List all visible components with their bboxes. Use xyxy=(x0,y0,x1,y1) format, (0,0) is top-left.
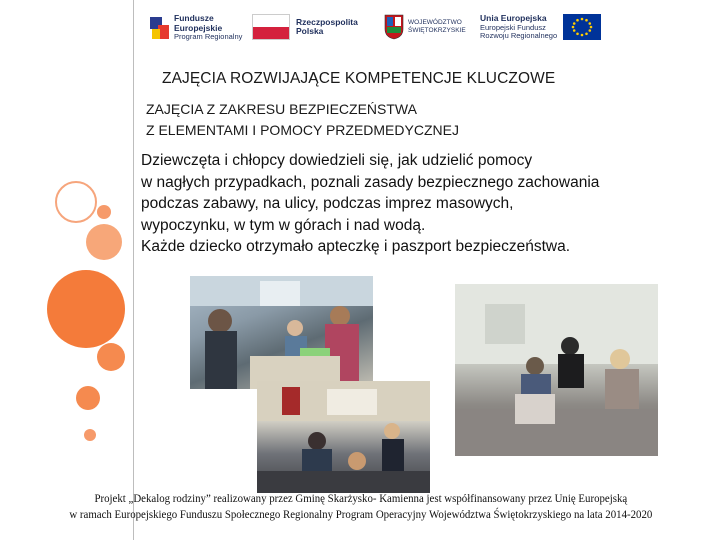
body-line2: w nagłych przypadkach, poznali zasady bezpiecznego zachowania xyxy=(141,173,600,191)
footer-line2: w ramach Europejskiego Funduszu Społecznego Regionalny Program Operacyjny Województwa Świętokrzyskiego na lata 2014-2020 xyxy=(69,509,653,521)
body-line4: wypoczynku, w tym w górach i nad wodą. xyxy=(141,216,426,234)
logo-fundusze-europejskie xyxy=(148,14,242,42)
logo-rzeczpospolita xyxy=(252,14,358,40)
unia-line2: Europejski Fundusz xyxy=(480,22,546,32)
page-title: ZAJĘCIA ROZWIJAJĄCE KOMPETENCJE KLUCZOWE xyxy=(162,70,556,87)
decor-circle-small-top xyxy=(97,205,111,219)
photo-students-sitting xyxy=(455,284,658,456)
body-line5: Każde dziecko otrzymało apteczkę i paszport bezpieczeństwa. xyxy=(141,238,571,255)
fundusze-star-icon xyxy=(148,15,170,41)
unia-line1: Unia Europejska xyxy=(480,13,547,23)
coat-of-arms-icon xyxy=(384,14,404,40)
fundusze-line1: Fundusze xyxy=(174,13,214,23)
decor-circle-medium xyxy=(86,224,122,260)
logo-bar xyxy=(140,10,610,58)
unia-line3: Rozwoju Regionalnego xyxy=(480,31,558,40)
logo-wojewodztwo xyxy=(384,14,466,40)
photo-classroom-group xyxy=(190,276,373,389)
decor-circle-tiny xyxy=(84,429,96,441)
body-text xyxy=(141,150,711,258)
photo-police-visit xyxy=(257,381,430,493)
decor-circle-ring xyxy=(55,181,97,223)
body-line3: podczas zabawy, na ulicy, podczas imprez masowych, xyxy=(141,195,514,212)
footer-line1: Projekt „Dekalog rodziny” realizowany przez Gminę Skarżysko- Kamienna jest współfinansowany przez Unię Europejską xyxy=(94,493,628,505)
rzeczpospolita-line2: Polska xyxy=(296,26,324,36)
page-subtitle xyxy=(146,99,459,141)
divider-line xyxy=(133,0,134,540)
decor-circle-mid xyxy=(97,343,125,371)
decor-circle-large xyxy=(47,270,125,348)
logo-unia-europejska xyxy=(480,14,601,41)
fundusze-line3: Program Regionalny xyxy=(174,32,243,41)
fundusze-line2: Europejskie xyxy=(174,22,223,33)
eu-flag-icon xyxy=(563,14,601,40)
subtitle-line2: Z ELEMENTAMI I POMOCY PRZEDMEDYCZNEJ xyxy=(146,122,459,138)
subtitle-line1: ZAJĘCIA Z ZAKRESU BEZPIECZEŃSTWA xyxy=(146,101,417,117)
footer-note xyxy=(0,491,720,523)
wojewodztwo-line2: ŚWIĘTOKRZYSKIE xyxy=(408,27,466,34)
polish-flag-icon xyxy=(252,14,290,40)
wojewodztwo-line1: WOJEWÓDZTWO xyxy=(408,19,462,26)
rzeczpospolita-line1: Rzeczpospolita xyxy=(296,16,358,27)
body-line1: Dziewczęta i chłopcy dowiedzieli się, jak udzielić pomocy xyxy=(141,152,533,169)
decor-circle-lower xyxy=(76,386,100,410)
